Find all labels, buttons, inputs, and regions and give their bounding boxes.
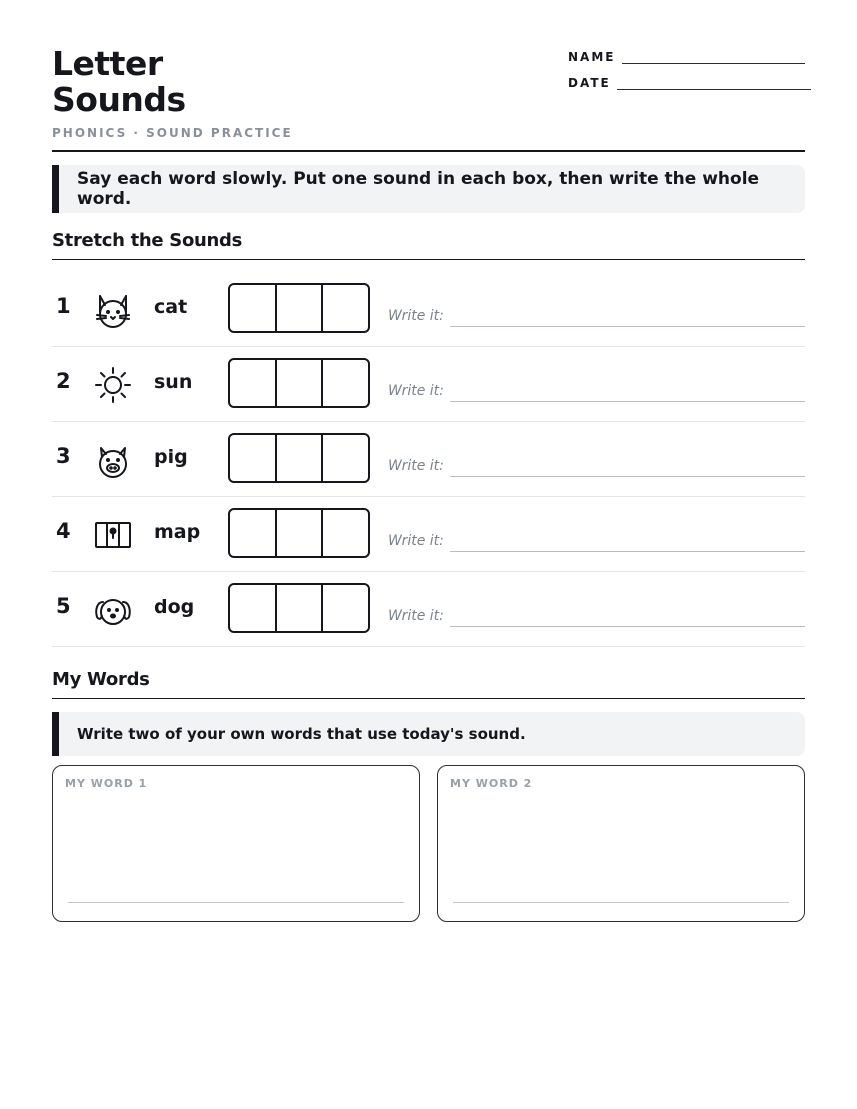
write-it-label: Write it:: [388, 608, 444, 624]
my-word-card-label: MY WORD 1: [65, 777, 148, 790]
date-field[interactable]: [617, 89, 811, 90]
row-word: dog: [154, 596, 195, 618]
page-subtitle: PHONICS · SOUND PRACTICE: [52, 126, 293, 140]
section-divider-my-words: [52, 698, 805, 699]
my-word-writing-line[interactable]: [453, 902, 789, 903]
write-it-label: Write it:: [388, 383, 444, 399]
word-row: [52, 347, 805, 422]
write-it-line[interactable]: [450, 326, 805, 327]
name-field[interactable]: [622, 63, 805, 64]
sound-boxes: [228, 508, 370, 558]
sound-box[interactable]: [323, 435, 368, 481]
word-row: [52, 272, 805, 347]
my-word-card-label: MY WORD 2: [450, 777, 533, 790]
write-it-line[interactable]: [450, 476, 805, 477]
row-number: 2: [56, 369, 71, 393]
sound-box[interactable]: [323, 360, 368, 406]
row-word: sun: [154, 371, 193, 393]
sound-box[interactable]: [277, 510, 324, 556]
write-it-line[interactable]: [450, 551, 805, 552]
sound-boxes: [228, 583, 370, 633]
sound-box[interactable]: [277, 285, 324, 331]
my-words-instruction-text: Write two of your own words that use today's sound.: [77, 725, 526, 743]
sound-box[interactable]: [323, 510, 368, 556]
name-label: NAME: [568, 50, 616, 64]
sound-boxes: [228, 358, 370, 408]
row-word: pig: [154, 446, 188, 468]
sound-box[interactable]: [230, 510, 277, 556]
write-it-label: Write it:: [388, 458, 444, 474]
row-word: cat: [154, 296, 188, 318]
write-it-label: Write it:: [388, 308, 444, 324]
sound-box[interactable]: [277, 585, 324, 631]
instruction-text: Say each word slowly. Put one sound in each box, then write the whole word.: [77, 169, 760, 209]
write-it-line[interactable]: [450, 401, 805, 402]
map-icon: [92, 515, 134, 555]
write-it-label: Write it:: [388, 533, 444, 549]
row-number: 4: [56, 519, 71, 543]
sound-box[interactable]: [230, 435, 277, 481]
my-word-card-2[interactable]: [437, 765, 805, 922]
header-divider: [52, 150, 805, 152]
row-number: 5: [56, 594, 71, 618]
sound-box[interactable]: [277, 360, 324, 406]
my-word-card-1[interactable]: [52, 765, 420, 922]
title-line-2: Sounds: [52, 80, 186, 119]
sound-box[interactable]: [277, 435, 324, 481]
pig-icon: [92, 440, 134, 480]
sound-boxes: [228, 283, 370, 333]
row-word: map: [154, 521, 201, 543]
sound-box[interactable]: [323, 585, 368, 631]
write-it-line[interactable]: [450, 626, 805, 627]
date-label: DATE: [568, 76, 611, 90]
title-line-1: Letter: [52, 44, 163, 83]
word-row: [52, 497, 805, 572]
word-row: [52, 572, 805, 647]
row-number: 1: [56, 294, 71, 318]
instruction-callout: [52, 165, 805, 213]
section-divider-stretch: [52, 259, 805, 260]
page-title: [52, 46, 186, 118]
row-number: 3: [56, 444, 71, 468]
cat-icon: [92, 290, 134, 330]
section-heading-my-words: My Words: [52, 669, 150, 690]
sound-box[interactable]: [230, 285, 277, 331]
sound-box[interactable]: [230, 360, 277, 406]
section-heading-stretch: Stretch the Sounds: [52, 230, 243, 251]
dog-icon: [92, 590, 134, 630]
sound-box[interactable]: [230, 585, 277, 631]
my-words-callout: [52, 712, 805, 756]
sun-icon: [92, 365, 134, 405]
my-word-writing-line[interactable]: [68, 902, 404, 903]
sound-box[interactable]: [323, 285, 368, 331]
word-row: [52, 422, 805, 497]
sound-boxes: [228, 433, 370, 483]
